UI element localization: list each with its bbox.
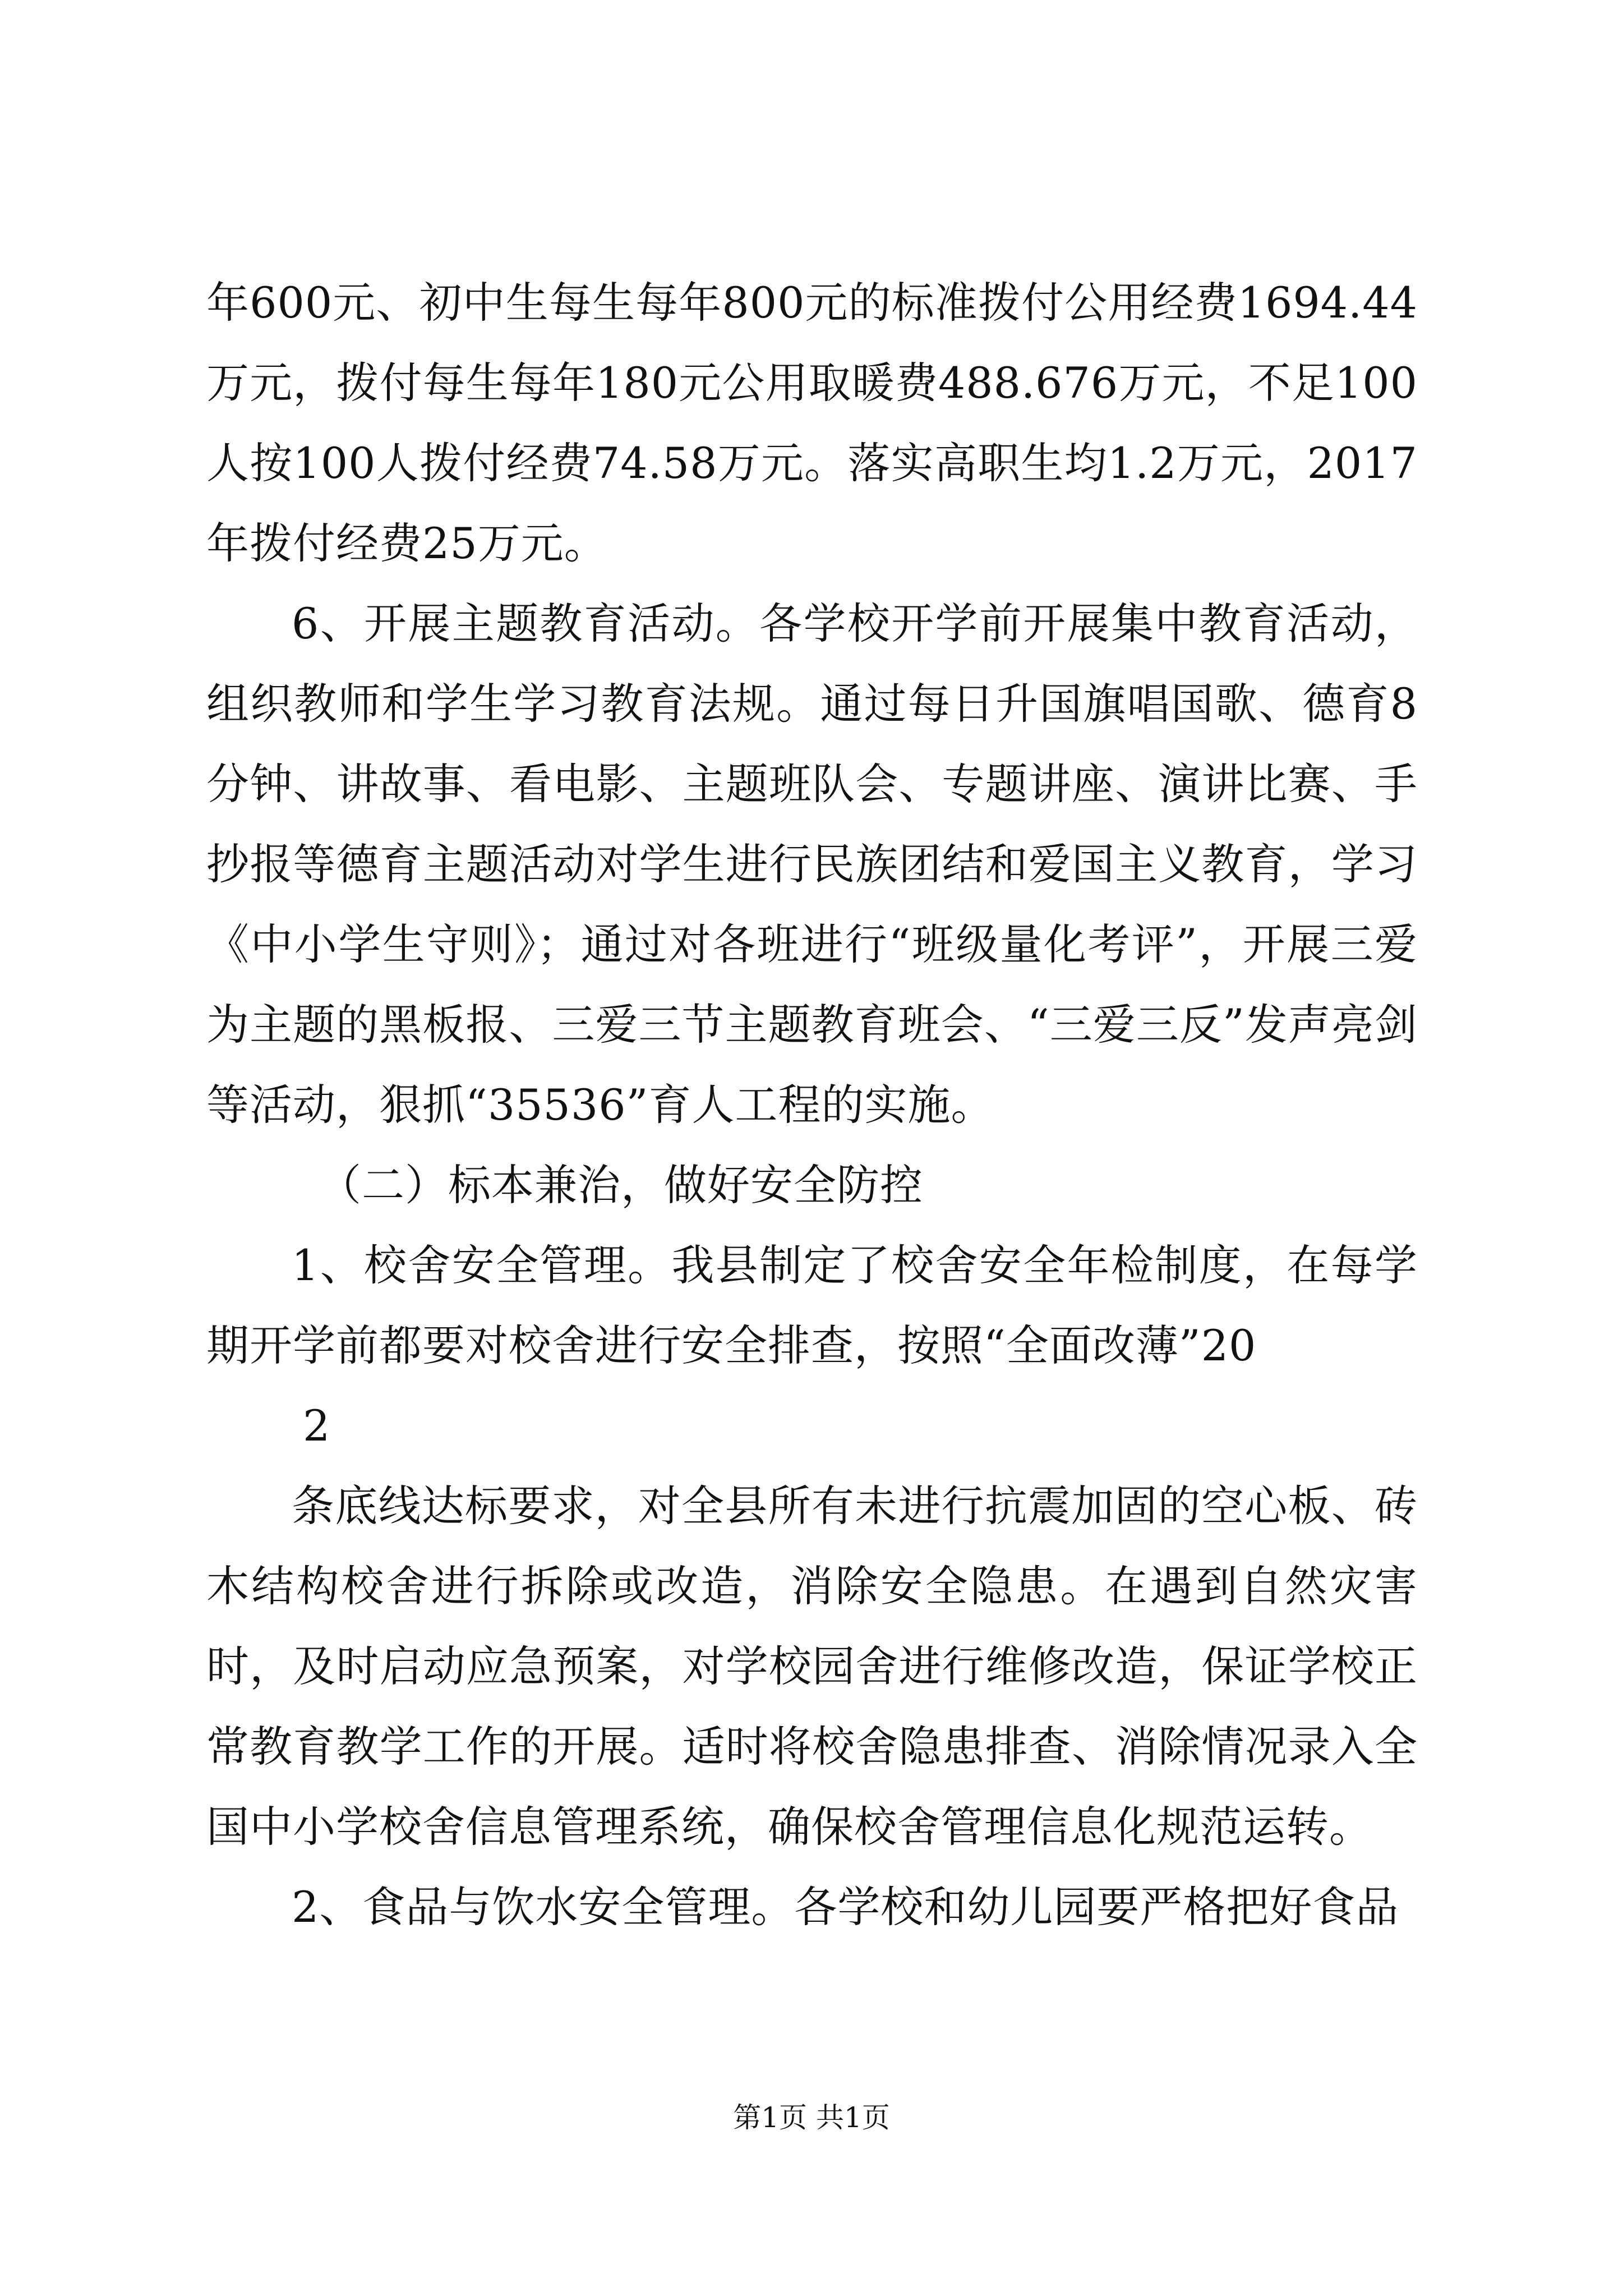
- stray-number-line: 2: [303, 1401, 331, 1451]
- paragraph-school-building-safety: 1、校舍安全管理。我县制定了校舍安全年检制度，在每学期开学前都要对校舍进行安全排查，按照“全面改薄”20: [206, 1240, 1418, 1370]
- document-body: [206, 263, 1418, 1947]
- paragraph-theme-education: 6、开展主题教育活动。各学校开学前开展集中教育活动，组织教师和学生学习教育法规。通过每日升国旗唱国歌、德育8分钟、讲故事、看电影、主题班队会、专题讲座、演讲比赛、手抄报等德育主题活动对学生进行民族团结和爱国主义教育，学习《中小学生守则》；通过对各班进行“班级量化考评”，开展三爱为主题的黑板报、三爱三节主题教育班会、“三爱三反”发声亮剑等活动，狠抓“35536”育人工程的实施。: [206, 599, 1418, 1130]
- paragraph-funding-continuation: 年600元、初中生每生每年800元的标准拨付公用经费1694.44万元，拨付每生每年180元公用取暖费488.676万元，不足100人按100人拨付经费74.58万元。落实高职生均1.2万元，2017年拨付经费25万元。: [206, 278, 1418, 568]
- section-heading-safety: （二）标本兼治，做好安全防控: [319, 1160, 923, 1210]
- paragraph-food-water-safety: 2、食品与饮水安全管理。各学校和幼儿园要严格把好食品: [292, 1882, 1399, 1932]
- paragraph-building-standards: 条底线达标要求，对全县所有未进行抗震加固的空心板、砖木结构校舍进行拆除或改造，消除安全隐患。在遇到自然灾害时，及时启动应急预案，对学校园舍进行维修改造，保证学校正常教育教学工作的开展。适时将校舍隐患排查、消除情况录入全国中小学校舍信息管理系统，确保校舍管理信息化规范运转。: [206, 1481, 1418, 1852]
- page-footer: 第1页 共1页: [733, 2101, 890, 2134]
